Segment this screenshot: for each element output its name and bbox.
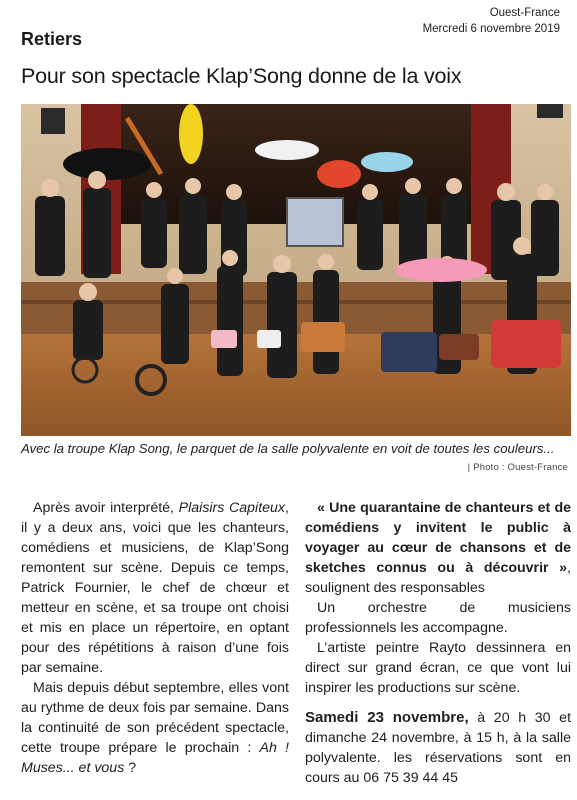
paragraph-text: ? [124, 760, 137, 776]
paragraph-text: , il y a deux ans, voici que les chanteurs, comédiens et musiciens, de Klap’Song remontent sur scène. Depuis ce temps, Patrick Fournier, le chef de chœur et metteur en scène, et sa troupe ont choisi et mis en place un répertoire, en optant pour des répétitions à raison d’une fois par semaine. [21, 500, 289, 676]
paragraph: L’artiste peintre Rayto dessinnera en direct sur grand écran, ce que vont lui inspirer les productions sur scène. [305, 640, 571, 696]
article-headline: Pour son spectacle Klap’Song donne de la voix [21, 64, 462, 88]
event-info [305, 708, 571, 788]
article-column-left [21, 498, 289, 778]
photo-credit: | Photo : Ouest-France [467, 462, 568, 473]
paragraph-text: , soulignent des responsables [305, 560, 571, 596]
paragraph [21, 678, 289, 778]
article-photo [21, 104, 571, 436]
source-info [423, 5, 560, 37]
paragraph: Un orchestre de musiciens professionnels les accompagne. [305, 600, 571, 636]
pull-quote: « Une quarantaine de chanteurs et de comédiens y invitent le public à voyager au cœur de chansons et de sketches connus ou à découvrir » [305, 500, 571, 576]
paragraph [305, 498, 571, 598]
photo-caption: Avec la troupe Klap Song, le parquet de la salle polyvalente en voit de toutes les couleurs... [21, 441, 555, 456]
newspaper-name: Ouest-France [489, 7, 560, 19]
article-location: Retiers [21, 29, 83, 49]
article-column-right [305, 498, 571, 788]
paragraph-text: à 20 h 30 et dimanche 24 novembre, à 15 h, à la salle polyvalente. les réservations sont en cours au 06 75 39 44 45 [305, 710, 572, 786]
troupe-photo [21, 104, 571, 436]
paragraph-text: Après avoir interprété, [33, 500, 179, 516]
paragraph [21, 498, 289, 678]
event-date: Samedi 23 novembre, [305, 709, 469, 726]
show-title: Plaisirs Capiteux [178, 500, 286, 516]
publication-date: Mercredi 6 novembre 2019 [422, 23, 560, 35]
show-title: Ah ! Muses... et vous [21, 740, 289, 776]
paragraph-text: Mais depuis début septembre, elles vont au rythme de deux fois par semaine. Dans la continuité de son précédent spectacle, cette troupe prépare le prochain : [21, 680, 289, 756]
